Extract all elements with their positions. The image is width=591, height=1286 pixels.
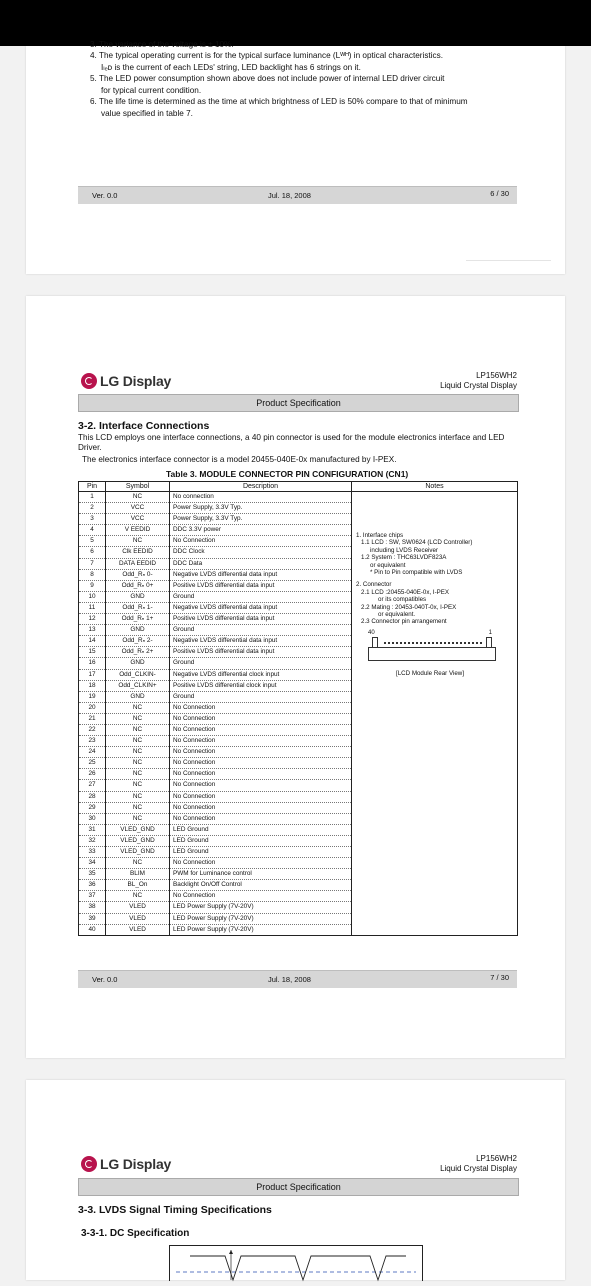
cell-description: LED Power Supply (7V-20V) xyxy=(170,902,352,913)
cell-symbol: GND xyxy=(106,625,170,636)
cell-description: Ground xyxy=(170,691,352,702)
cell-description: No Connection xyxy=(170,858,352,869)
connector-paragraph: The electronics interface connector is a model 20455-040E-0x manufactured by I-PEX. xyxy=(82,455,397,464)
note-n2-1b: or its compatibles xyxy=(378,596,427,604)
pin-1-label: 1 xyxy=(488,629,492,636)
cell-symbol: NC xyxy=(106,724,170,735)
cell-description: Positive LVDS differential data input xyxy=(170,580,352,591)
timing-diagram xyxy=(169,1245,423,1281)
cell-pin: 36 xyxy=(79,880,106,891)
company-logo: LG Display xyxy=(81,1156,171,1172)
cell-pin: 13 xyxy=(79,625,106,636)
cell-pin: 33 xyxy=(79,847,106,858)
cell-pin: 24 xyxy=(79,747,106,758)
cell-description: No Connection xyxy=(170,713,352,724)
lg-logo-icon xyxy=(81,373,97,389)
cell-pin: 7 xyxy=(79,558,106,569)
document-page-8 xyxy=(26,1080,565,1280)
footer-date: Jul. 18, 2008 xyxy=(268,191,311,200)
cell-pin: 25 xyxy=(79,758,106,769)
model-header xyxy=(440,1154,517,1174)
cell-pin: 35 xyxy=(79,869,106,880)
cell-description: No Connection xyxy=(170,736,352,747)
connector-body xyxy=(368,647,496,661)
cell-symbol: VLED_GND xyxy=(106,835,170,846)
cell-symbol: Odd_Rₙ 1+ xyxy=(106,614,170,625)
cell-pin: 22 xyxy=(79,724,106,735)
note-n1-2: 1.2 System : THC63LVDF823A xyxy=(361,554,447,562)
cell-description: Negative LVDS differential data input xyxy=(170,602,352,613)
cell-pin: 14 xyxy=(79,636,106,647)
cell-description: LED Ground xyxy=(170,835,352,846)
section-title: 3-2. Interface Connections xyxy=(78,420,210,432)
notes-list xyxy=(90,40,520,120)
cell-description: No Connection xyxy=(170,747,352,758)
cell-pin: 6 xyxy=(79,547,106,558)
cell-description: No connection xyxy=(170,492,352,503)
cell-description: No Connection xyxy=(170,536,352,547)
cell-description: Ground xyxy=(170,591,352,602)
cell-pin: 29 xyxy=(79,802,106,813)
cell-symbol: VCC xyxy=(106,503,170,514)
cell-pin: 12 xyxy=(79,614,106,625)
cell-symbol: Odd_Rₙ 1- xyxy=(106,602,170,613)
cell-symbol: Odd_CLKIN- xyxy=(106,669,170,680)
cell-symbol: Odd_Rₙ 0- xyxy=(106,569,170,580)
footer-page-number: 6 / 30 xyxy=(490,189,509,198)
cell-pin: 18 xyxy=(79,680,106,691)
cell-symbol: NC xyxy=(106,736,170,747)
cell-pin: 1 xyxy=(79,492,106,503)
cell-pin: 8 xyxy=(79,569,106,580)
lg-logo-icon xyxy=(81,1156,97,1172)
cell-pin: 30 xyxy=(79,813,106,824)
cell-description: No Connection xyxy=(170,758,352,769)
cell-symbol: NC xyxy=(106,791,170,802)
cell-symbol: NC xyxy=(106,492,170,503)
cell-pin: 32 xyxy=(79,835,106,846)
note-n1-1b: including LVDS Receiver xyxy=(370,546,438,554)
cell-description: Positive LVDS differential clock input xyxy=(170,680,352,691)
document-page-7 xyxy=(26,296,565,1058)
cell-pin: 11 xyxy=(79,602,106,613)
cell-symbol: Clk EEDID xyxy=(106,547,170,558)
header-pin: Pin xyxy=(79,482,106,492)
cell-description: No Connection xyxy=(170,724,352,735)
company-logo: LG Display xyxy=(81,373,171,389)
cell-symbol: NC xyxy=(106,891,170,902)
model-number: LP156WH2 xyxy=(476,371,517,380)
connector-pin-diagram xyxy=(368,630,496,670)
note-n2: 2. Connector xyxy=(356,581,392,589)
note-n1: 1. Interface chips xyxy=(356,532,404,539)
status-bar xyxy=(0,0,591,46)
cell-symbol: VLED_GND xyxy=(106,847,170,858)
header-notes: Notes xyxy=(352,482,518,492)
cell-pin: 16 xyxy=(79,658,106,669)
intro-paragraph: This LCD employs one interface connections, a 40 pin connector is used for the module electronics interface and LED Driver. xyxy=(78,433,505,452)
cell-pin: 34 xyxy=(79,858,106,869)
subsection-title: 3-3-1. DC Specification xyxy=(81,1228,190,1239)
page-footer xyxy=(78,186,517,204)
cell-description: Ground xyxy=(170,658,352,669)
cell-description: Positive LVDS differential data input xyxy=(170,614,352,625)
cell-pin: 37 xyxy=(79,891,106,902)
page-footer xyxy=(78,970,517,988)
cell-pin: 40 xyxy=(79,924,106,935)
cell-description: No Connection xyxy=(170,780,352,791)
cell-description: No Connection xyxy=(170,791,352,802)
cell-pin: 4 xyxy=(79,525,106,536)
pin-40-label: 40 xyxy=(368,629,375,636)
note-n2-2: 2.2 Mating : 20453-040T-0x, I-PEX xyxy=(361,603,457,611)
cell-description: Ground xyxy=(170,625,352,636)
cell-symbol: NC xyxy=(106,780,170,791)
cell-symbol: Odd_Rₙ 0+ xyxy=(106,580,170,591)
cell-pin: 9 xyxy=(79,580,106,591)
cell-description: LED Power Supply (7V-20V) xyxy=(170,913,352,924)
cell-pin: 17 xyxy=(79,669,106,680)
cell-pin: 39 xyxy=(79,913,106,924)
cell-description: Backlight On/Off Control xyxy=(170,880,352,891)
cell-symbol: NC xyxy=(106,858,170,869)
cell-symbol: NC xyxy=(106,813,170,824)
cell-description: DDC Data xyxy=(170,558,352,569)
cell-symbol: NC xyxy=(106,747,170,758)
cell-description: No Connection xyxy=(170,769,352,780)
cell-symbol: NC xyxy=(106,758,170,769)
cell-symbol: NC xyxy=(106,536,170,547)
cell-pin: 2 xyxy=(79,503,106,514)
cell-symbol: Odd_Rₙ 2+ xyxy=(106,647,170,658)
note-n1-3: * Pin to Pin compatible with LVDS xyxy=(370,569,463,577)
footer-version: Ver. 0.0 xyxy=(92,191,118,200)
note-5-line-1: 5. The LED power consumption shown above does not include power of internal LED driver circuit xyxy=(90,74,445,84)
cell-description: Power Supply, 3.3V Typ. xyxy=(170,514,352,525)
cell-description: PWM for Luminance control xyxy=(170,869,352,880)
timing-waveform xyxy=(170,1246,422,1281)
cell-symbol: Odd_Rₙ 2- xyxy=(106,636,170,647)
cell-pin: 19 xyxy=(79,691,106,702)
product-name: Liquid Crystal Display xyxy=(440,1164,517,1173)
header-symbol: Symbol xyxy=(106,482,170,492)
cell-description: DDC 3.3V power xyxy=(170,525,352,536)
cell-symbol: VLED xyxy=(106,913,170,924)
model-number: LP156WH2 xyxy=(476,1154,517,1163)
cell-symbol: NC xyxy=(106,702,170,713)
cell-pin: 28 xyxy=(79,791,106,802)
model-header xyxy=(440,371,517,391)
cell-symbol: GND xyxy=(106,658,170,669)
footer-date: Jul. 18, 2008 xyxy=(268,975,311,984)
cell-description: No Connection xyxy=(170,702,352,713)
note-n2-2b: or equivalent. xyxy=(378,611,416,619)
note-n2-3: 2.3 Connector pin arrangement xyxy=(361,618,447,626)
cell-pin: 31 xyxy=(79,824,106,835)
cell-pin: 38 xyxy=(79,902,106,913)
note-n1-2b: or equivalent xyxy=(370,561,406,569)
cell-description: Negative LVDS differential data input xyxy=(170,569,352,580)
cell-symbol: V EEDID xyxy=(106,525,170,536)
cell-symbol: VLED xyxy=(106,924,170,935)
cell-description: Negative LVDS differential clock input xyxy=(170,669,352,680)
cell-symbol: GND xyxy=(106,591,170,602)
cell-pin: 5 xyxy=(79,536,106,547)
cell-symbol: VLED_GND xyxy=(106,824,170,835)
cell-description: Power Supply, 3.3V Typ. xyxy=(170,503,352,514)
note-4-line-2: Iₗₑᴅ is the current of each LEDs' string, LED backlight has 6 strings on it. xyxy=(101,62,361,72)
cell-symbol: NC xyxy=(106,713,170,724)
footer-version: Ver. 0.0 xyxy=(92,975,118,984)
cell-symbol: NC xyxy=(106,802,170,813)
cell-description: Positive LVDS differential data input xyxy=(170,647,352,658)
cell-description: No Connection xyxy=(170,802,352,813)
cell-symbol: VCC xyxy=(106,514,170,525)
document-page-6 xyxy=(26,40,565,274)
cell-pin: 15 xyxy=(79,647,106,658)
connector-caption: [LCD Module Rear View] xyxy=(396,669,464,677)
table-row xyxy=(79,492,518,503)
cell-symbol: BLIM xyxy=(106,869,170,880)
connector-pins xyxy=(384,642,482,644)
cell-symbol: Odd_CLKIN+ xyxy=(106,680,170,691)
table-header-row xyxy=(79,482,518,492)
cell-description: No Connection xyxy=(170,813,352,824)
cut-off-note: 3. The variance of the voltage is ± 10%. xyxy=(90,40,234,49)
cell-pin: 27 xyxy=(79,780,106,791)
cell-pin: 10 xyxy=(79,591,106,602)
cell-description: No Connection xyxy=(170,891,352,902)
header-description: Description xyxy=(170,482,352,492)
cell-pin: 23 xyxy=(79,736,106,747)
note-5-line-2: for typical current condition. xyxy=(101,85,202,95)
footer-page-number: 7 / 30 xyxy=(490,973,509,982)
spec-band: Product Specification xyxy=(78,394,519,412)
spec-band: Product Specification xyxy=(78,1178,519,1196)
note-4-line-1: 4. The typical operating current is for the typical surface luminance (Lᵂᴴ) in optical characteristics. xyxy=(90,51,443,60)
note-6-line-1: 6. The life time is determined as the time at which brightness of LED is 50% compare to that of minimum xyxy=(90,97,468,107)
notes-cell xyxy=(352,492,518,936)
cell-symbol: DATA EEDID xyxy=(106,558,170,569)
cell-description: LED Ground xyxy=(170,824,352,835)
cell-pin: 26 xyxy=(79,769,106,780)
cell-description: DDC Clock xyxy=(170,547,352,558)
note-n2-1: 2.1 LCD :20455-040E-0x, I-PEX xyxy=(361,588,450,596)
divider xyxy=(466,260,551,261)
note-n1-1: 1.1 LCD : SW, SW0624 (LCD Controller) xyxy=(361,539,473,547)
cell-symbol: GND xyxy=(106,691,170,702)
pin-configuration-table xyxy=(78,481,518,936)
cell-symbol: VLED xyxy=(106,902,170,913)
cell-description: Negative LVDS differential data input xyxy=(170,636,352,647)
table-caption: Table 3. MODULE CONNECTOR PIN CONFIGURATION (CN1) xyxy=(166,469,409,479)
cell-pin: 20 xyxy=(79,702,106,713)
cell-pin: 3 xyxy=(79,514,106,525)
product-name: Liquid Crystal Display xyxy=(440,381,517,390)
cell-pin: 21 xyxy=(79,713,106,724)
cell-symbol: NC xyxy=(106,769,170,780)
cell-symbol: BL_On xyxy=(106,880,170,891)
section-title: 3-3. LVDS Signal Timing Specifications xyxy=(78,1204,272,1216)
note-6-line-2: value specified in table 7. xyxy=(101,108,193,118)
cell-description: LED Power Supply (7V-20V) xyxy=(170,924,352,935)
cell-description: LED Ground xyxy=(170,847,352,858)
